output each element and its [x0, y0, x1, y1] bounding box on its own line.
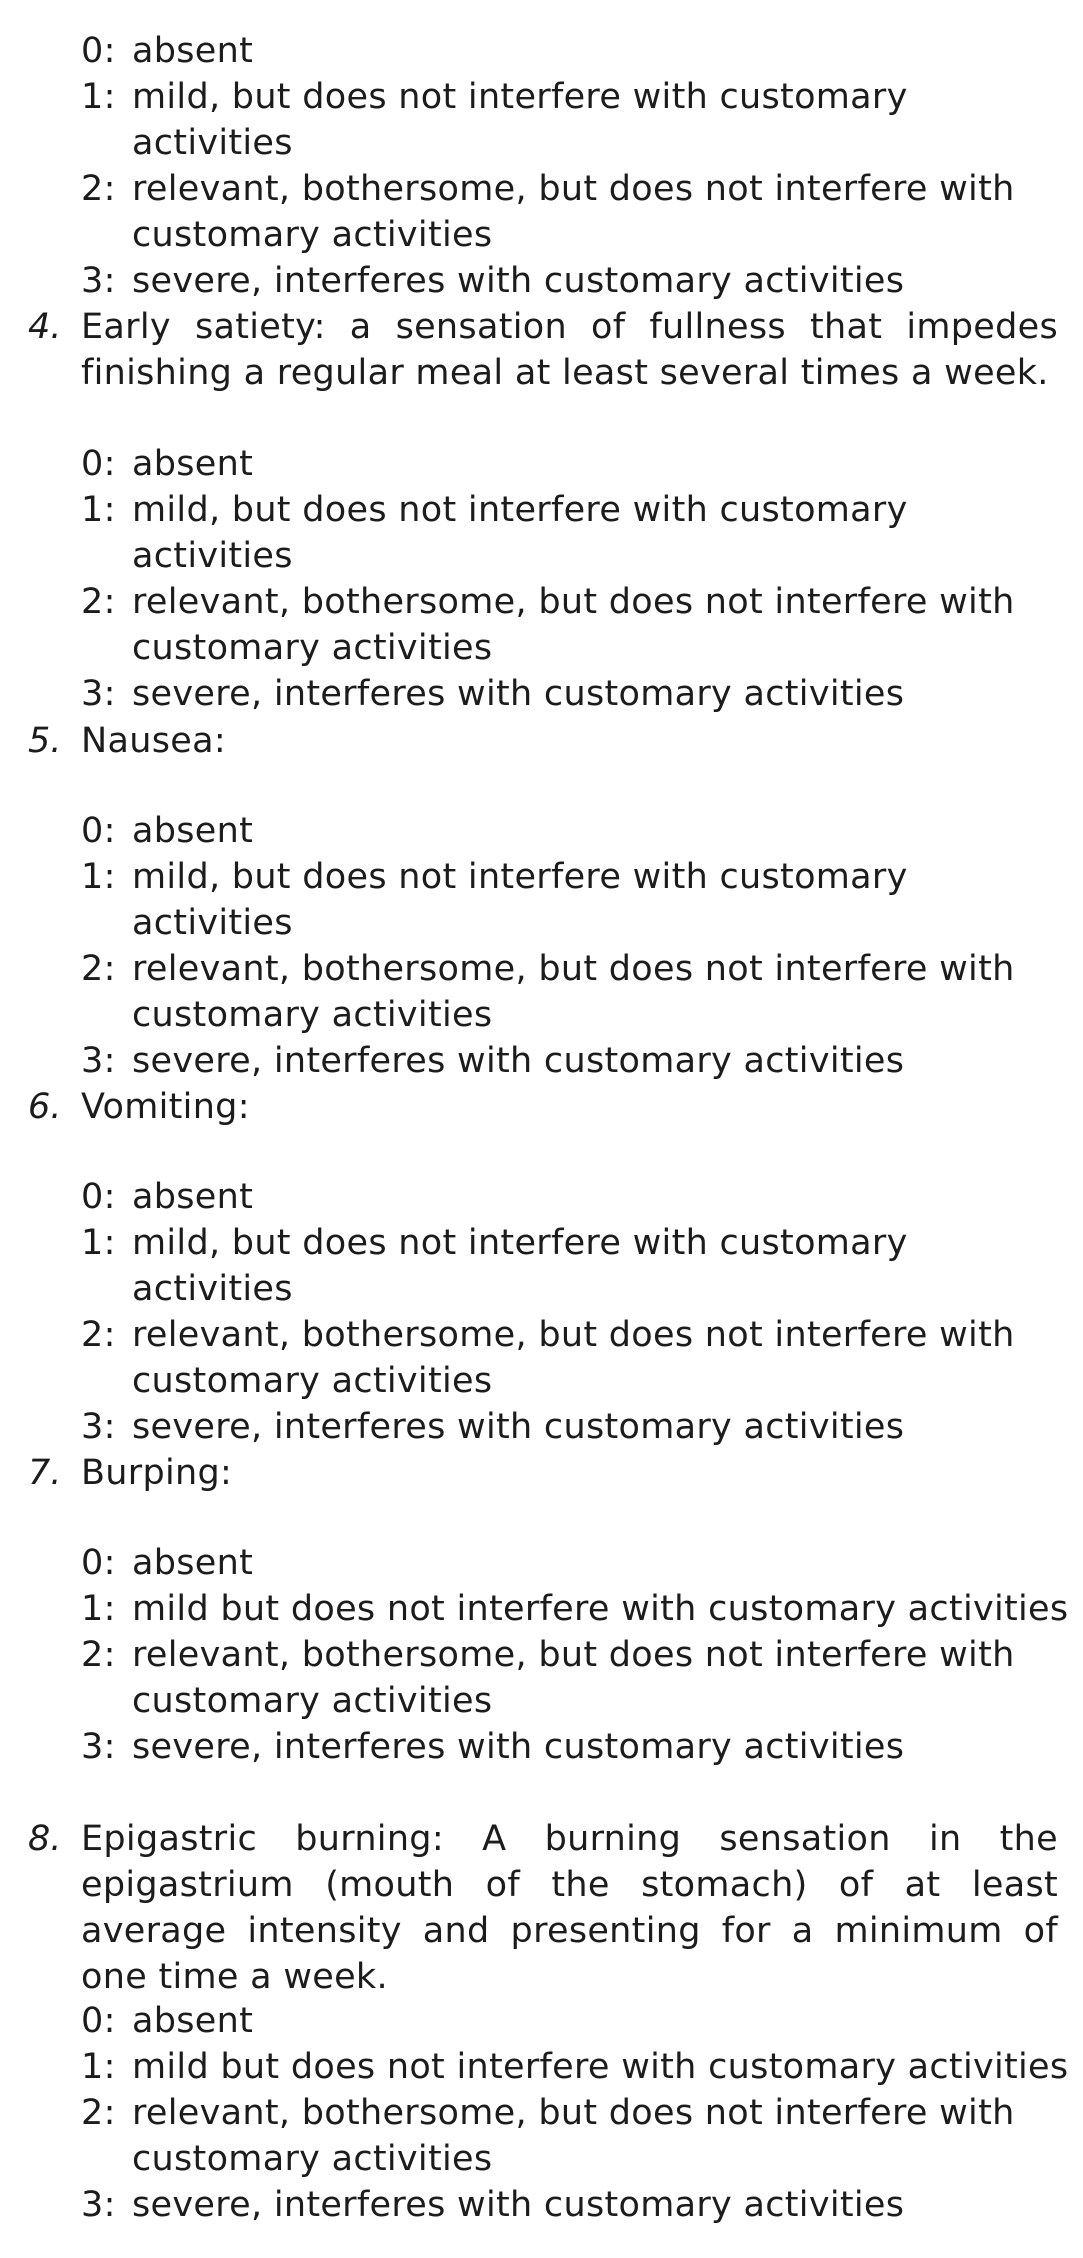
question-8 — [28, 1816, 1058, 2000]
option-number: 0: — [81, 31, 116, 71]
option-text: absent — [132, 811, 254, 851]
option-1 — [81, 1220, 1071, 1312]
option-2 — [81, 946, 1071, 1038]
option-1 — [81, 487, 1071, 579]
option-number: 2: — [81, 1315, 116, 1355]
option-text: relevant, bothersome, but does not interfere with customary activities — [132, 169, 1015, 255]
option-number: 0: — [81, 1177, 116, 1217]
question-5 — [28, 718, 1058, 764]
option-text: mild, but does not interfere with customary activities — [132, 77, 908, 163]
option-text: relevant, bothersome, but does not interfere with customary activities — [132, 2093, 1015, 2179]
option-2 — [81, 2090, 1071, 2182]
option-number: 0: — [81, 444, 116, 484]
option-number: 3: — [81, 1727, 116, 1767]
option-text: relevant, bothersome, but does not interfere with customary activities — [132, 949, 1015, 1035]
question-7-options — [81, 1540, 1071, 1770]
option-number: 3: — [81, 1041, 116, 1081]
option-2 — [81, 1312, 1071, 1404]
option-number: 1: — [81, 1589, 116, 1629]
option-text: mild, but does not interfere with customary activities — [132, 1223, 908, 1309]
option-text: absent — [132, 31, 254, 71]
question-number: 7. — [28, 1453, 62, 1493]
option-number: 3: — [81, 674, 116, 714]
option-text: severe, interferes with customary activities — [132, 674, 905, 714]
question-text: Vomiting: — [81, 1087, 250, 1127]
option-number: 2: — [81, 169, 116, 209]
question-5-options — [81, 808, 1071, 1084]
option-1 — [81, 74, 1071, 166]
option-number: 0: — [81, 1543, 116, 1583]
option-number: 0: — [81, 2001, 116, 2041]
option-text: relevant, bothersome, but does not interfere with customary activities — [132, 582, 1015, 668]
option-number: 1: — [81, 857, 116, 897]
option-number: 3: — [81, 261, 116, 301]
option-number: 1: — [81, 1223, 116, 1263]
option-number: 2: — [81, 1635, 116, 1675]
option-number: 3: — [81, 1407, 116, 1447]
option-text: severe, interferes with customary activities — [132, 2185, 905, 2225]
option-2 — [81, 1632, 1071, 1724]
question-4 — [28, 304, 1058, 396]
option-text: absent — [132, 1543, 254, 1583]
option-text: severe, interferes with customary activities — [132, 1727, 905, 1767]
question-7 — [28, 1450, 1058, 1496]
option-number: 1: — [81, 2047, 116, 2087]
option-0 — [81, 1540, 1071, 1586]
option-text: absent — [132, 444, 254, 484]
option-text: relevant, bothersome, but does not interfere with customary activities — [132, 1315, 1015, 1401]
question-text: Nausea: — [81, 721, 226, 761]
question-4-options — [81, 441, 1071, 717]
option-0 — [81, 1174, 1071, 1220]
option-text: severe, interferes with customary activities — [132, 1407, 905, 1447]
option-text: mild, but does not interfere with customary activities — [132, 857, 908, 943]
option-0 — [81, 1998, 1071, 2044]
option-1 — [81, 1586, 1071, 1632]
option-text: absent — [132, 2001, 254, 2041]
option-number: 1: — [81, 77, 116, 117]
question-6 — [28, 1084, 1058, 1130]
option-0 — [81, 28, 1071, 74]
option-number: 2: — [81, 2093, 116, 2133]
option-0 — [81, 808, 1071, 854]
option-1 — [81, 2044, 1071, 2090]
intro-options — [81, 28, 1071, 304]
question-number: 6. — [28, 1087, 62, 1127]
option-3 — [81, 2182, 1071, 2228]
question-number: 8. — [28, 1819, 62, 1859]
question-number: 4. — [28, 307, 62, 347]
option-3 — [81, 1724, 1071, 1770]
question-6-options — [81, 1174, 1071, 1450]
option-0 — [81, 441, 1071, 487]
question-text: Burping: — [81, 1453, 233, 1493]
question-number: 5. — [28, 721, 62, 761]
option-text: absent — [132, 1177, 254, 1217]
option-text: mild but does not interfere with customary activities — [132, 2047, 1069, 2087]
option-3 — [81, 671, 1071, 717]
option-1 — [81, 854, 1071, 946]
option-text: mild but does not interfere with customary activities — [132, 1589, 1069, 1629]
option-number: 2: — [81, 582, 116, 622]
option-3 — [81, 1038, 1071, 1084]
option-text: severe, interferes with customary activities — [132, 261, 905, 301]
question-text: Early satiety: a sensation of fullness that impedes finishing a regular meal at least several times a week. — [81, 307, 1058, 393]
question-text: Epigastric burning: A burning sensation in the epigastrium (mouth of the stomach) of at least average intensity and presenting for a minimum of one time a week. — [81, 1819, 1058, 1997]
option-number: 1: — [81, 490, 116, 530]
option-2 — [81, 579, 1071, 671]
option-number: 3: — [81, 2185, 116, 2225]
option-number: 0: — [81, 811, 116, 851]
option-2 — [81, 166, 1071, 258]
option-text: relevant, bothersome, but does not interfere with customary activities — [132, 1635, 1015, 1721]
option-number: 2: — [81, 949, 116, 989]
option-3 — [81, 1404, 1071, 1450]
option-text: severe, interferes with customary activities — [132, 1041, 905, 1081]
option-3 — [81, 258, 1071, 304]
option-text: mild, but does not interfere with customary activities — [132, 490, 908, 576]
question-8-options — [81, 1998, 1071, 2228]
